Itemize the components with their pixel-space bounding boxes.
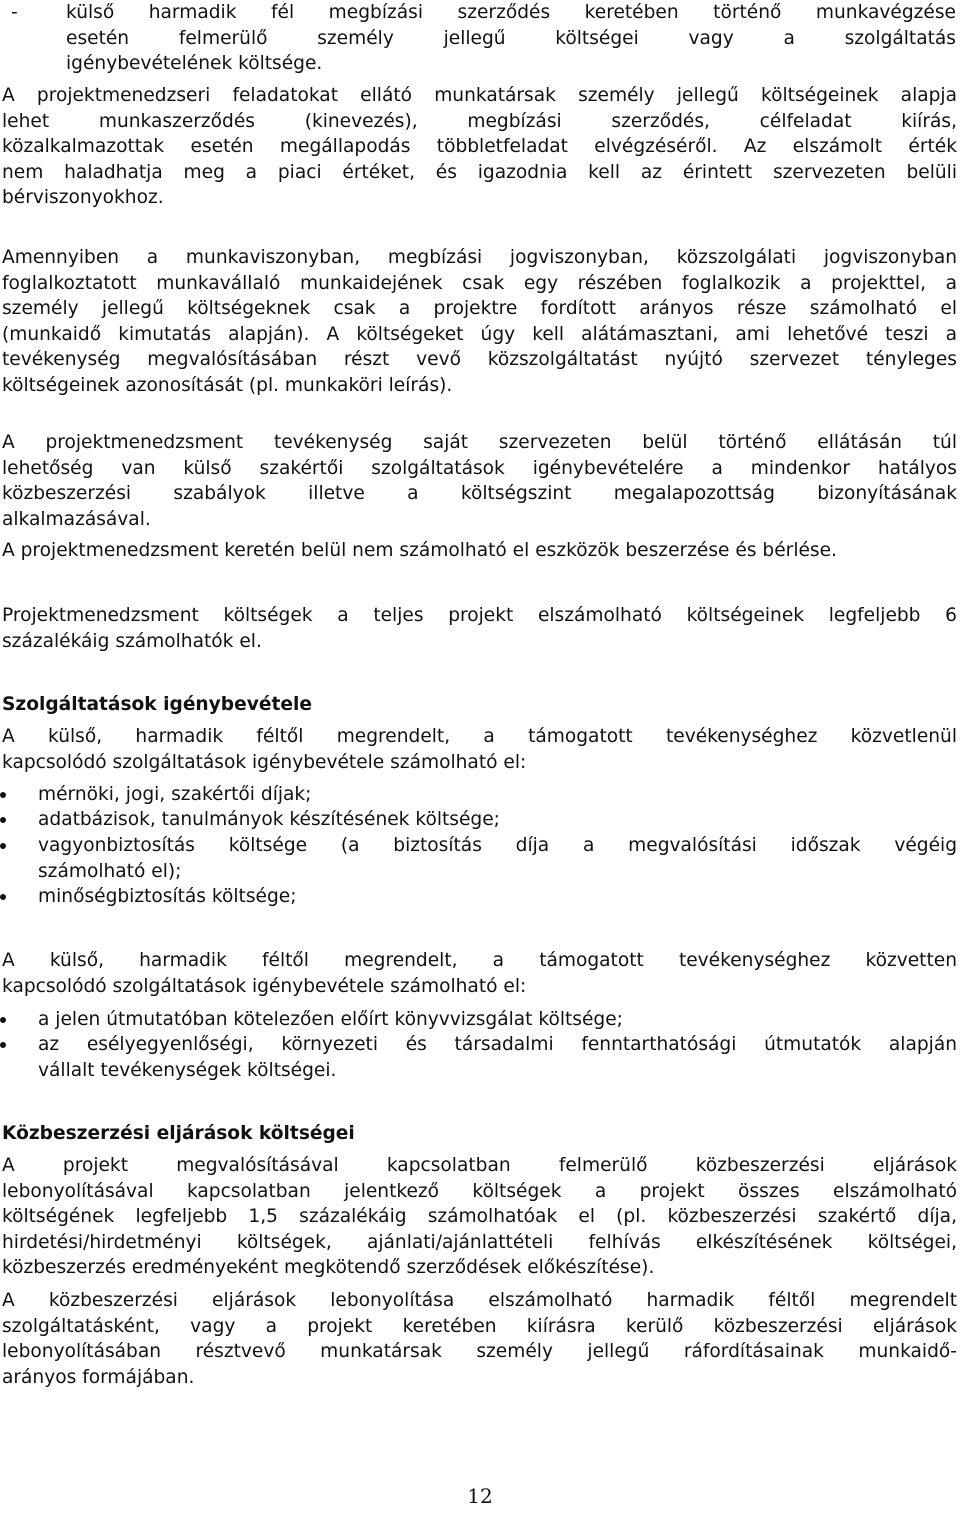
text-line: Projektmenedzsment költségek a teljes projekt elszámolható költségeinek legfeljebb 6	[2, 605, 957, 626]
text-line: hirdetési/hirdetményi költségek, ajánlati/ajánlattételi felhívás elkészítésének költségei,	[2, 1231, 957, 1253]
bullet-icon	[0, 843, 6, 849]
text-line: költségének legfeljebb 1,5 százalékáig számolhatóak el (pl. közbeszerzési szakértő díja,	[2, 1206, 957, 1227]
paragraph-no-equipment	[2, 538, 957, 564]
bullet-icon	[0, 1042, 6, 1048]
section-heading-procurement	[2, 1121, 957, 1147]
text-line: szolgáltatásként, vagy a projekt keretében kiírásra kerülő közbeszerzési eljárások	[2, 1315, 957, 1337]
text-line: vállalt tevékenységek költségei.	[38, 1059, 337, 1081]
text-line: lehetőség van külső szakértői szolgáltatások igénybevételére a mindenkor hatályos	[2, 457, 957, 479]
text-line: minőségbiztosítás költsége;	[38, 886, 297, 907]
text-line: az esélyegyenlőségi, környezeti és társadalmi fenntarthatósági útmutatók alapján	[38, 1034, 957, 1055]
text-line: (munkaidő kimutatás alapján). A költségeket úgy kell alátámasztani, ami lehetővé teszi a	[2, 323, 957, 345]
text-line: Amennyiben a munkaviszonyban, megbízási jogviszonyban, közszolgálati jogviszonyban	[2, 247, 957, 268]
text-line: A közbeszerzési eljárások lebonyolítása elszámolható harmadik féltől megrendelt	[2, 1290, 957, 1311]
paragraph-services-indirect-intro	[2, 948, 957, 999]
text-line: vagyonbiztosítás költsége (a biztosítás díja a megvalósítási időszak végéig	[38, 835, 957, 856]
text-line: tevékenység megvalósításában részt vevő közszolgáltatást nyújtó szervezet tényleges	[2, 349, 957, 370]
paragraph-cost-limit	[2, 603, 957, 654]
page-number: 12	[467, 1484, 493, 1508]
text-line: lebonyolításában résztvevő munkatársak személy jellegű ráfordításainak munkaidő-	[2, 1341, 957, 1362]
text-line: alkalmazásával.	[2, 508, 151, 530]
text-line: A projekt megvalósításával kapcsolatban felmerülő közbeszerzési eljárások	[2, 1155, 957, 1176]
text-line: számolható el);	[38, 860, 182, 882]
list-item	[38, 1032, 957, 1083]
bullet-icon	[0, 792, 6, 798]
text-line: lehet munkaszerződés (kinevezés), megbízási szerződés, célfeladat kiírás,	[2, 110, 957, 132]
text-line: lebonyolításával kapcsolatban jelentkező költségek a projekt összes elszámolható	[2, 1180, 957, 1202]
paragraph-procurement-settlement	[2, 1288, 957, 1390]
text-line: bérviszonyokhoz.	[2, 187, 164, 208]
text-line: kapcsolódó szolgáltatások igénybevétele számolható el:	[2, 751, 527, 773]
list-item	[38, 884, 957, 910]
heading-text: Szolgáltatások igénybevétele	[2, 694, 312, 715]
text-line: A projektmenedzsment keretén belül nem számolható el eszközök beszerzése és bérlése.	[2, 540, 837, 561]
text-line: költségeinek azonosítását (pl. munkaköri leírás).	[2, 374, 453, 396]
text-line: foglalkoztatott munkavállaló munkaidejének csak egy részében foglalkozik a projekttel, a	[2, 272, 957, 294]
text-line: külső harmadik fél megbízási szerződés keretében történő munkavégzése	[66, 2, 956, 23]
text-line: kapcsolódó szolgáltatások igénybevétele számolható el:	[2, 975, 527, 997]
text-line: közbeszerzési szabályok illetve a költségszint megalapozottság bizonyításának	[2, 483, 957, 504]
text-line: a jelen útmutatóban kötelezően előírt könyvvizsgálat költsége;	[38, 1009, 623, 1030]
text-line: igénybevételének költsége.	[66, 53, 323, 74]
text-line: személy jellegű költségeknek csak a projektre fordított arányos része számolható el	[2, 298, 957, 319]
dash-list-item	[11, 0, 956, 77]
paragraph-procurement-costs	[2, 1153, 957, 1281]
paragraph-partial-employment	[2, 245, 957, 398]
paragraph-services-direct-intro	[2, 724, 957, 775]
list-item	[38, 1007, 957, 1033]
text-line: A külső, harmadik féltől megrendelt, a támogatott tevékenységhez közvetten	[2, 950, 957, 971]
text-line: közbeszerzés eredményeként megkötendő szerződések előkészítése).	[2, 1257, 655, 1278]
text-line: nem haladhatja meg a piaci értéket, és igazodnia kell az érintett szervezeten belüli	[2, 161, 957, 183]
text-line: arányos formájában.	[2, 1366, 195, 1388]
bullet-icon	[0, 1017, 6, 1023]
text-line: esetén felmerülő személy jellegű költségei vagy a szolgáltatás	[66, 27, 956, 49]
bullet-icon	[0, 894, 6, 900]
bullet-icon	[0, 817, 6, 823]
list-item	[38, 807, 957, 833]
text-line: A projektmenedzseri feladatokat ellátó munkatársak személy jellegű költségeinek alapja	[2, 85, 957, 106]
paragraph-personnel-basis	[2, 83, 957, 211]
text-line: százalékáig számolhatók el.	[2, 630, 262, 652]
text-line: A projektmenedzsment tevékenység saját szervezeten belül történő ellátásán túl	[2, 432, 957, 453]
text-line: adatbázisok, tanulmányok készítésének költsége;	[38, 809, 500, 830]
text-line: mérnöki, jogi, szakértői díjak;	[38, 784, 312, 805]
text-line: közalkalmazottak esetén megállapodás többletfeladat elvégzéséről. Az elszámolt érték	[2, 136, 957, 157]
dash-marker: -	[11, 2, 18, 23]
paragraph-external-experts	[2, 430, 957, 532]
list-item	[38, 782, 957, 808]
text-line: A külső, harmadik féltől megrendelt, a támogatott tevékenységhez közvetlenül	[2, 726, 957, 747]
heading-text: Közbeszerzési eljárások költségei	[2, 1123, 355, 1144]
list-item	[38, 833, 957, 884]
section-heading-services	[2, 692, 957, 718]
